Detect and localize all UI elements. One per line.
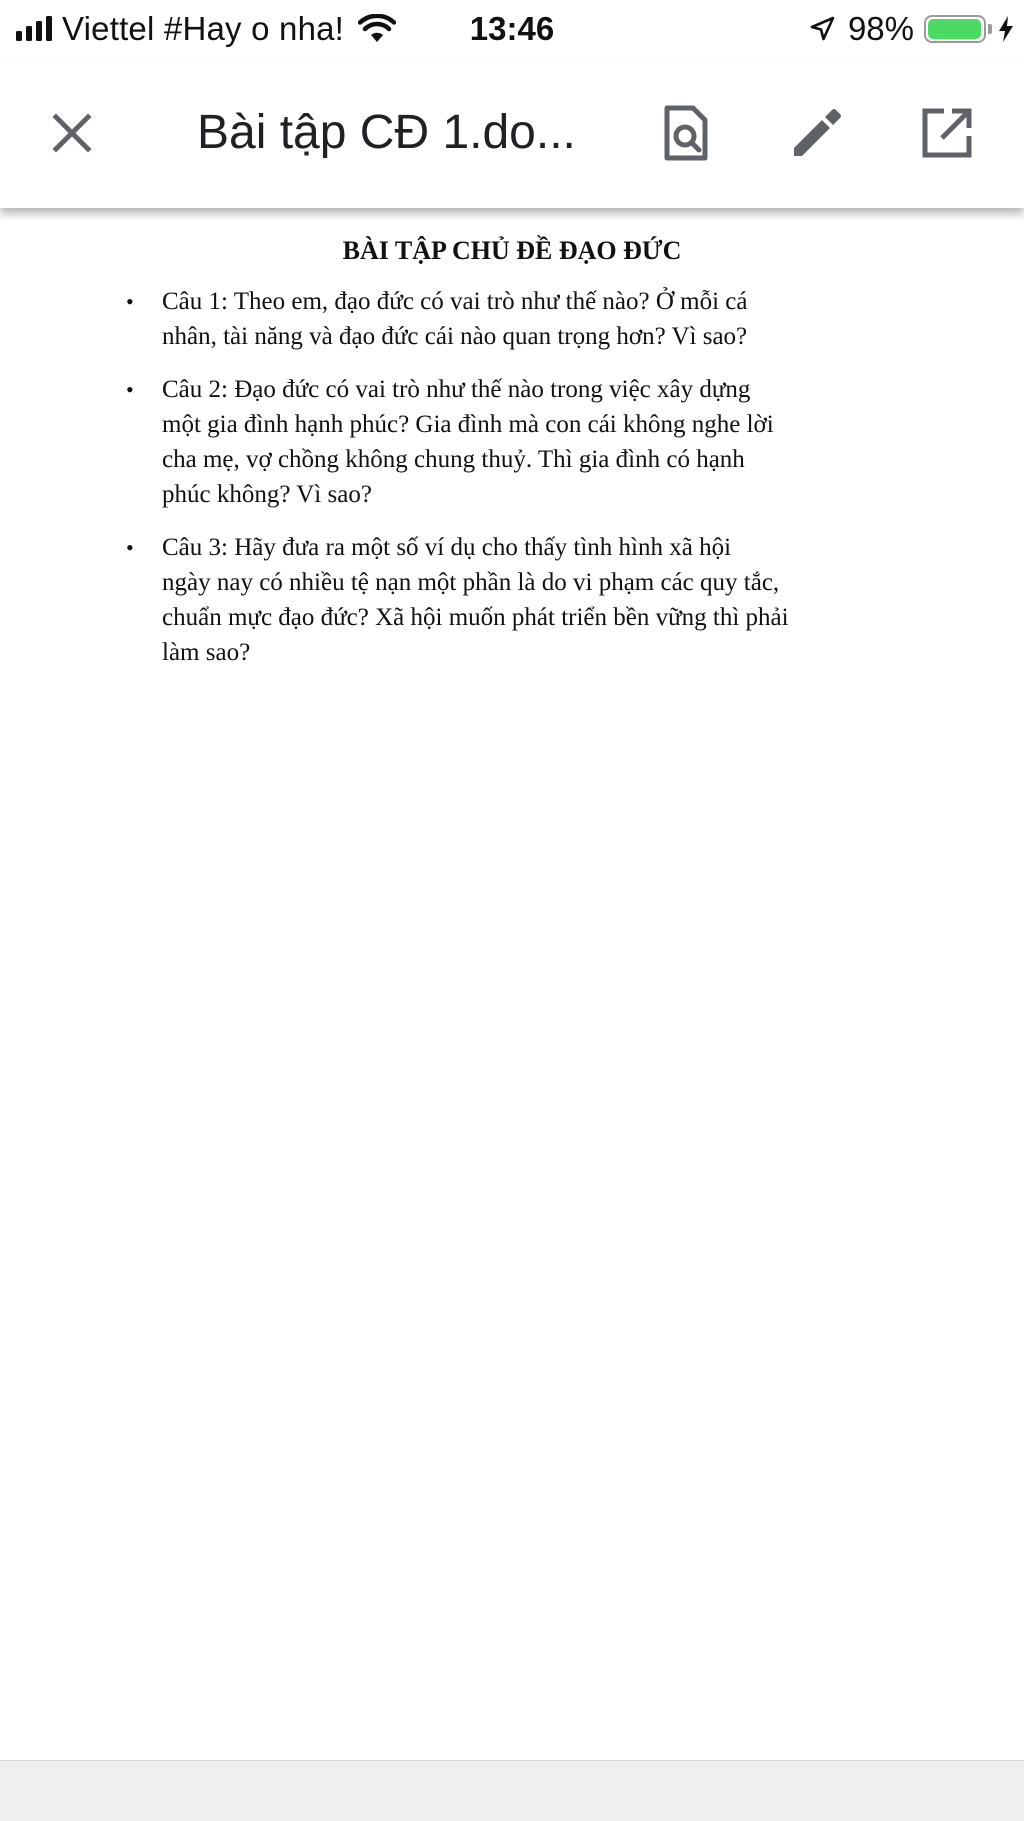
battery-percent: 98% [847, 10, 914, 47]
document-title: Bài tập CĐ 1.do... [197, 106, 576, 159]
question-line: phúc không? Vì sao? [162, 481, 372, 508]
document-heading: BÀI TẬP CHỦ ĐỀ ĐẠO ĐỨC [342, 236, 682, 265]
close-button[interactable] [42, 103, 102, 163]
status-left [16, 8, 396, 50]
charging-bolt-icon [998, 16, 1014, 42]
bullet: • [126, 535, 134, 560]
carrier-name: Viettel #Hay o nha! [62, 10, 345, 47]
bullet: • [126, 289, 134, 314]
question-line: Câu 2: Đạo đức có vai trò như thế nào trong việc xây dựng [162, 376, 751, 403]
question-line: ngày nay có nhiều tệ nạn một phần là do vi phạm các quy tắc, [162, 569, 780, 596]
status-time: 13:46 [469, 10, 555, 47]
document-search-icon [661, 105, 711, 161]
question-line: làm sao? [162, 639, 251, 666]
close-icon [50, 111, 94, 155]
battery-level-fill [928, 19, 981, 39]
question-line: Câu 1: Theo em, đạo đức có vai trò như thế nào? Ở mỗi cá [162, 288, 748, 315]
bullet: • [126, 377, 134, 402]
question-line: cha mẹ, vợ chồng không chung thuỷ. Thì gia đình có hạnh [162, 446, 745, 473]
find-in-document-button[interactable] [651, 98, 721, 168]
question-list [124, 284, 864, 688]
app-bar [0, 58, 1024, 208]
question-item [124, 530, 864, 670]
bottom-toolbar [0, 1760, 1024, 1821]
battery-icon [924, 15, 986, 43]
question-line: nhân, tài năng và đạo đức cái nào quan trọng hơn? Vì sao? [162, 323, 748, 350]
wifi-icon [358, 14, 396, 44]
open-in-app-button[interactable] [912, 98, 982, 168]
location-arrow-icon [808, 15, 836, 43]
question-item [124, 284, 864, 354]
question-item [124, 372, 864, 512]
signal-icon [16, 17, 52, 41]
question-line: chuẩn mực đạo đức? Xã hội muốn phát triển bền vững thì phải [162, 604, 789, 631]
battery-cap [988, 24, 992, 34]
question-line: Câu 3: Hãy đưa ra một số ví dụ cho thấy tình hình xã hội [162, 534, 732, 561]
status-right [808, 8, 1014, 50]
open-external-icon [920, 106, 974, 160]
document-view[interactable] [0, 208, 1024, 1760]
pencil-icon [790, 106, 844, 160]
status-bar [0, 0, 1024, 58]
question-line: một gia đình hạnh phúc? Gia đình mà con cái không nghe lời [162, 411, 774, 438]
edit-button[interactable] [782, 98, 852, 168]
